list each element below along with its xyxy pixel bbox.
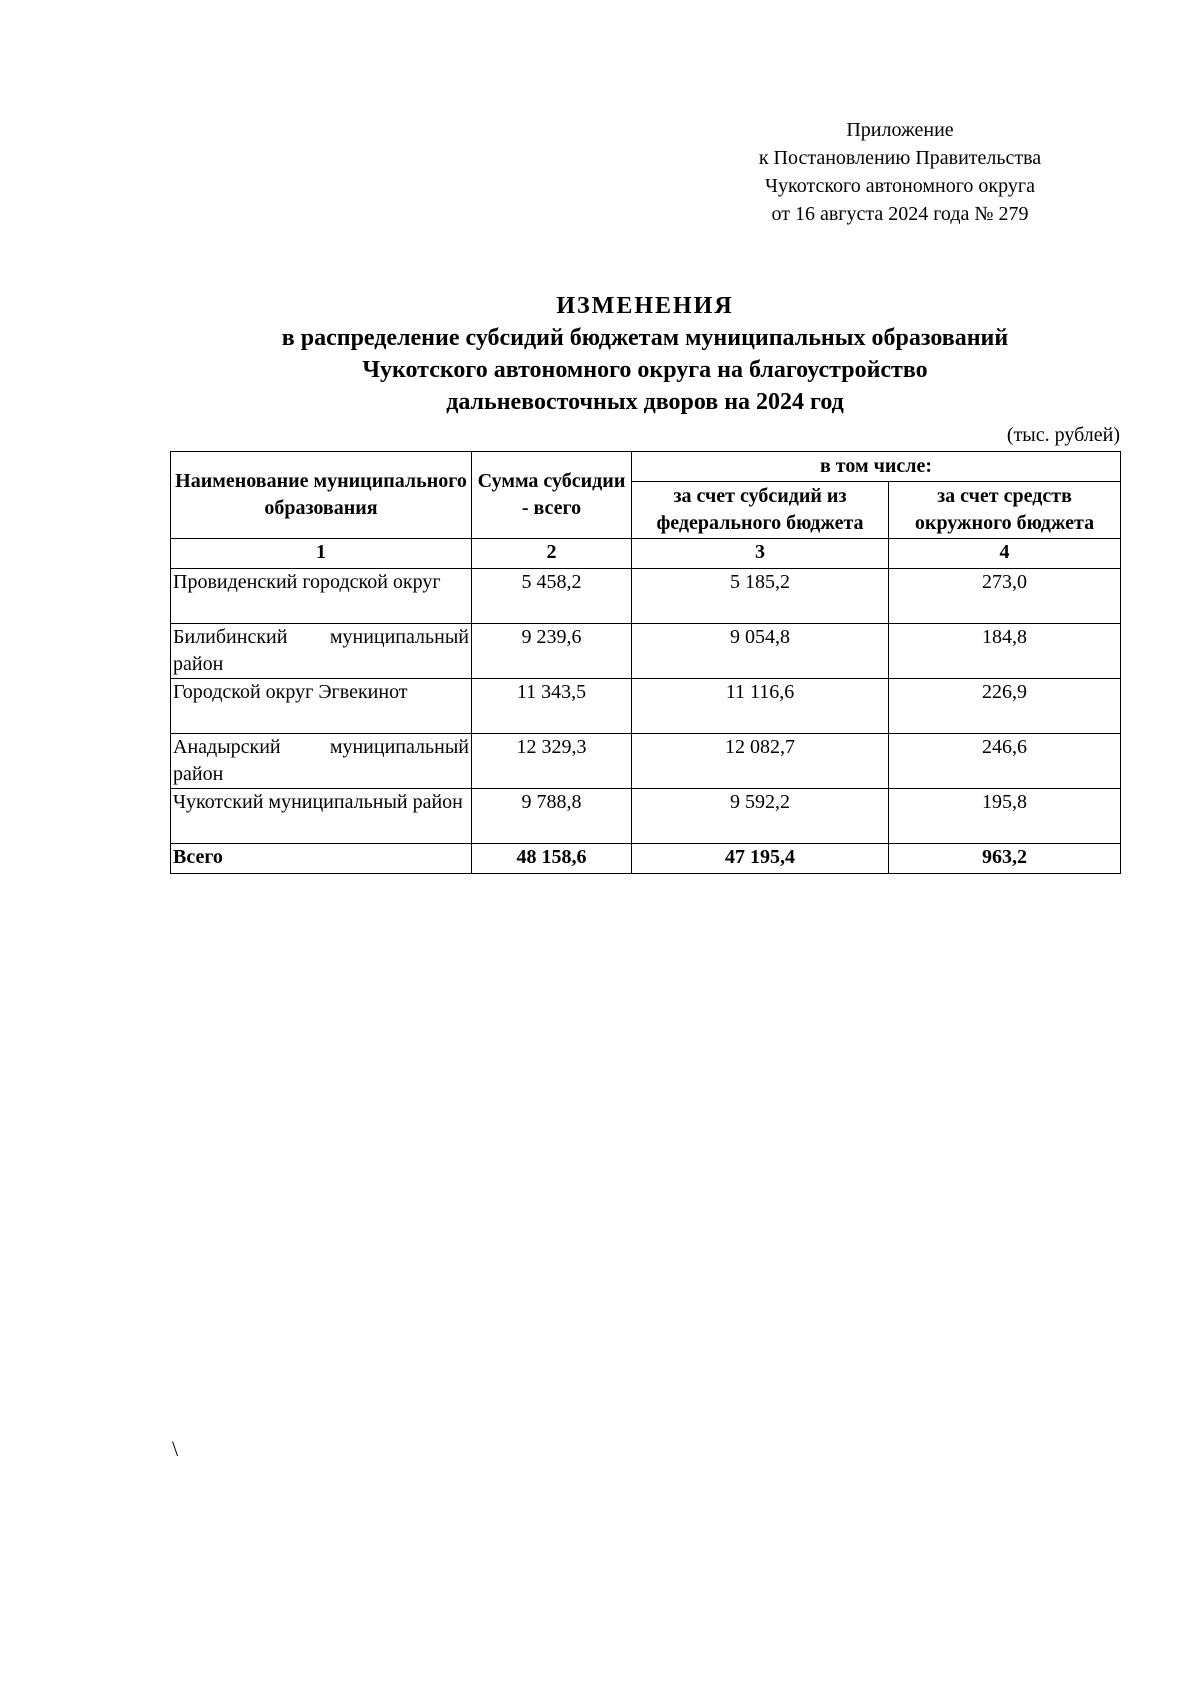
row-federal: 9 592,2 bbox=[632, 789, 889, 844]
appendix-line-4: от 16 августа 2024 года № 279 bbox=[771, 203, 1029, 225]
row-name: Билибинский муниципальный район bbox=[171, 624, 472, 679]
stray-mark: \ bbox=[172, 1436, 179, 1461]
row-name: Чукотский муниципальный район bbox=[171, 789, 472, 844]
col-number-2: 2 bbox=[472, 539, 632, 569]
col-number-3: 3 bbox=[632, 539, 889, 569]
title-main: ИЗМЕНЕНИЯ bbox=[556, 293, 734, 319]
row-total: 12 329,3 bbox=[472, 734, 632, 789]
title-line-3: дальневосточных дворов на 2024 год bbox=[446, 389, 844, 415]
row-name: Анадырский муниципальный район bbox=[171, 734, 472, 789]
row-district: 184,8 bbox=[889, 624, 1121, 679]
header-federal: за счет субсидий из федерального бюджета bbox=[632, 482, 889, 539]
total-sum: 48 158,6 bbox=[472, 844, 632, 874]
appendix-line-3: Чукотского автономного округа bbox=[765, 175, 1035, 197]
subsidy-table bbox=[170, 451, 1121, 874]
col-number-1: 1 bbox=[171, 539, 472, 569]
row-district: 246,6 bbox=[889, 734, 1121, 789]
column-numbers-row bbox=[171, 539, 1121, 569]
row-district: 226,9 bbox=[889, 679, 1121, 734]
table-row bbox=[171, 789, 1121, 844]
header-district: за счет средств окружного бюджета bbox=[889, 482, 1121, 539]
total-label: Всего bbox=[171, 844, 472, 874]
title-line-1: в распределение субсидий бюджетам муниципальных образований bbox=[281, 325, 1009, 351]
total-federal: 47 195,4 bbox=[632, 844, 889, 874]
row-name: Городской округ Эгвекинот bbox=[171, 679, 472, 734]
table-row bbox=[171, 734, 1121, 789]
table-row bbox=[171, 569, 1121, 624]
row-name: Провиденский городской округ bbox=[171, 569, 472, 624]
row-federal: 12 082,7 bbox=[632, 734, 889, 789]
row-total: 11 343,5 bbox=[472, 679, 632, 734]
table-row bbox=[171, 624, 1121, 679]
row-total: 9 239,6 bbox=[472, 624, 632, 679]
header-total: Сумма субсидии - всего bbox=[472, 452, 632, 539]
header-including: в том числе: bbox=[632, 452, 1121, 482]
header-name: Наименование муниципального образования bbox=[171, 452, 472, 539]
total-row bbox=[171, 844, 1121, 874]
appendix-block bbox=[730, 116, 1070, 228]
document-title bbox=[170, 290, 1120, 418]
table-row bbox=[171, 679, 1121, 734]
row-total: 9 788,8 bbox=[472, 789, 632, 844]
col-number-4: 4 bbox=[889, 539, 1121, 569]
total-district: 963,2 bbox=[889, 844, 1121, 874]
row-federal: 9 054,8 bbox=[632, 624, 889, 679]
row-total: 5 458,2 bbox=[472, 569, 632, 624]
units-note: (тыс. рублей) bbox=[1006, 424, 1120, 446]
row-district: 195,8 bbox=[889, 789, 1121, 844]
row-district: 273,0 bbox=[889, 569, 1121, 624]
row-federal: 11 116,6 bbox=[632, 679, 889, 734]
appendix-line-1: Приложение bbox=[846, 119, 954, 141]
appendix-line-2: к Постановлению Правительства bbox=[758, 147, 1042, 169]
row-federal: 5 185,2 bbox=[632, 569, 889, 624]
title-line-2: Чукотского автономного округа на благоустройство bbox=[362, 357, 928, 383]
